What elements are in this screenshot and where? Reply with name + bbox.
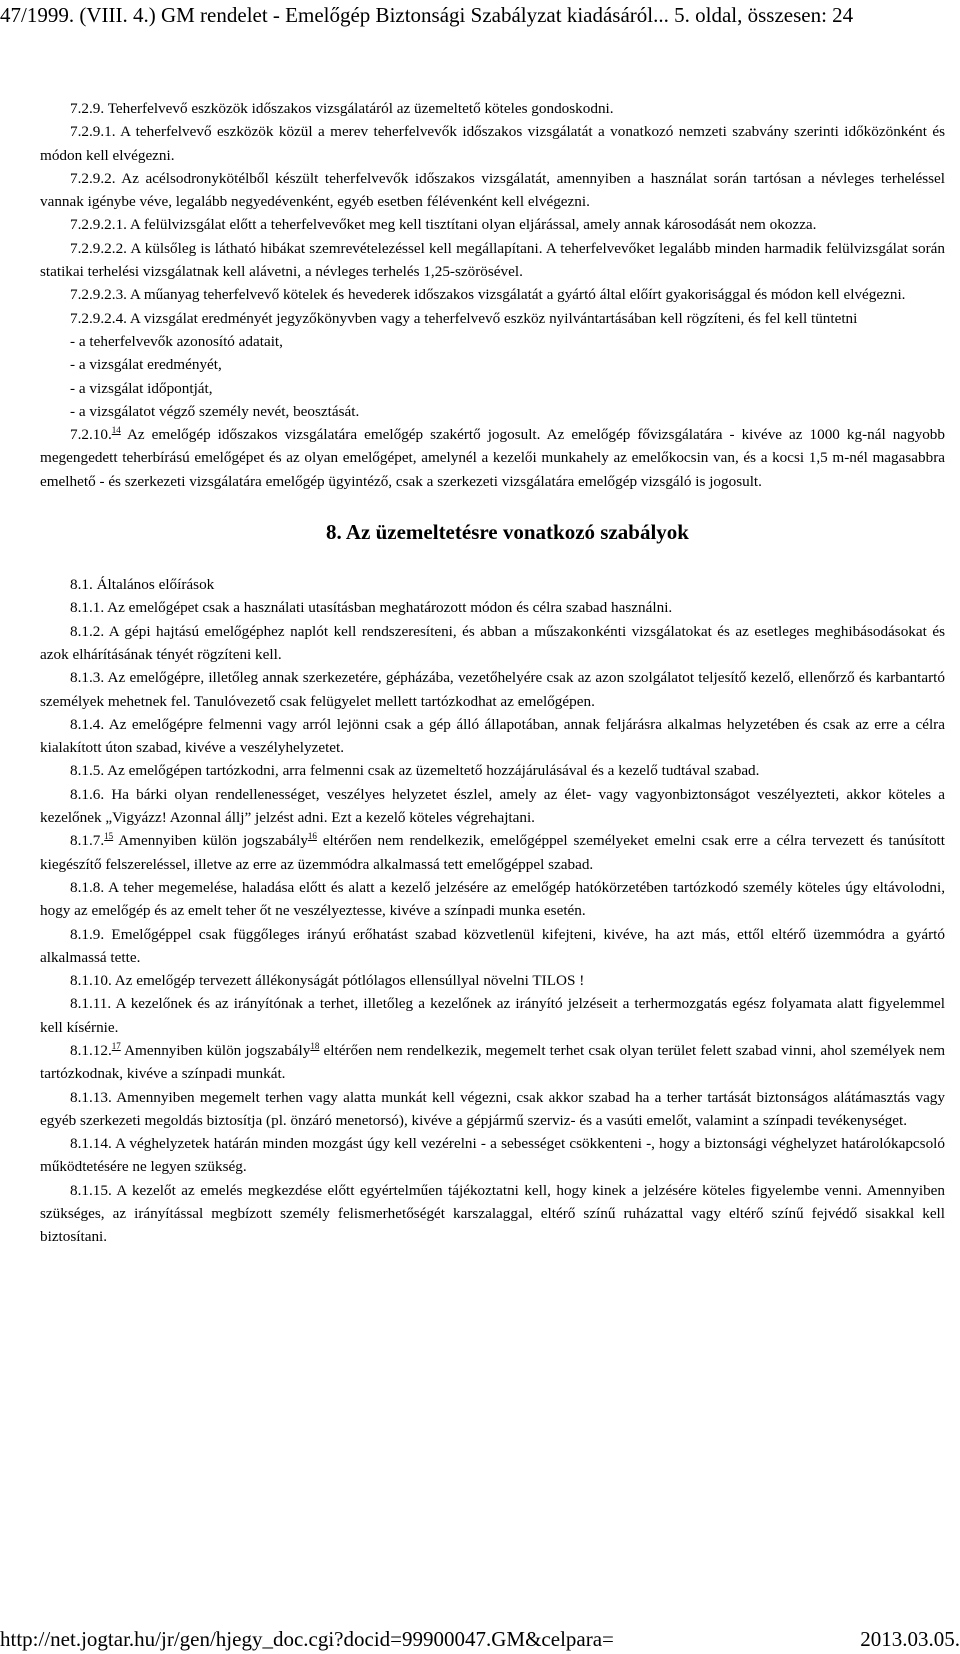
footnote-link-16[interactable]: 16 <box>307 831 317 842</box>
print-date: 2013.03.05. <box>860 1627 960 1651</box>
recorded-items-list <box>40 330 945 423</box>
paragraph-7-2-9-2: 7.2.9.2. Az acélsodronykötélből készült teherfelvevők időszakos vizsgálatát, amennyiben a használat során tartósan a névleges terheléssel vannak igénybe véve, legalább negyedévenként, egyéb esetben félévenként kell elvégezni. <box>40 169 945 211</box>
paragraph-text: Amennyiben külön jogszabály <box>118 832 308 850</box>
paragraph-8-1-13: 8.1.13. Amennyiben megemelt terhen vagy alatta munkát kell végezni, csak akkor szabad ha a terher tartását biztonságos alátámasztás vagy egyéb szerkezeti megoldás biztosítja (pl. önzáró menetorsó), kivéve a gépjármű szerviz- és a vasúti emelőt, valamint a színpadi tevékenységet. <box>40 1088 945 1129</box>
footnote-link-17[interactable]: 17 <box>111 1040 121 1051</box>
paragraph-8-1-7 <box>40 829 945 876</box>
paragraph-8-1-10: 8.1.10. Az emelőgép tervezett állékonyságát pótlólagos ellensúllyal növelni TILOS ! <box>70 972 585 990</box>
list-item: - a teherfelvevők azonosító adatait, <box>70 332 283 350</box>
paragraph-text: eltérően nem rendelkezik, emelőgéppel személyeket emelni csak erre a célra tervezett és tanúsított kiegészítő felszereléssel, illetve az erre az üzemmódra alkalmassá tett emelőgéppel szabad. <box>40 832 945 873</box>
list-item: - a vizsgálatot végző személy nevét, beosztását. <box>70 402 360 420</box>
paragraph-8-1-14: 8.1.14. A véghelyzetek határán minden mozgást úgy kell vezérelni - a sebességet csökkenteni -, hogy a biztonsági véghelyzet határolókapcsoló működtetésére ne legyen szükség. <box>40 1135 945 1176</box>
paragraph-7-2-9-2-2: 7.2.9.2.2. A külsőleg is látható hibákat szemrevételezéssel kell megállapítani. A teherfelvevőket legalább minden harmadik felülvizsgálat során statikai terhelési vizsgálatnak kell alávetni, a névleges terhelés 1,25-szörösével. <box>40 239 945 281</box>
document-body <box>40 97 945 1249</box>
paragraph-8-1-8: 8.1.8. A teher megemelése, haladása előtt és alatt a kezelő jelzésére az emelőgép hatókörzetében tartózkodó személy köteles úgy eltávolodni, hogy az emelőgép és az emelt teher őt ne veszélyeztesse, kivéve a színpadi munka esetén. <box>40 878 945 920</box>
paragraph-8-1-6: 8.1.6. Ha bárki olyan rendellenességet, veszélyes helyzetet észlel, amely az élet- vagy vagyonbiztonságot veszélyezteti, akkor köteles a kezelőnek „Vigyázz! Azonnal állj” jelzést adni. Ezt a kezelő köteles végrehajtani. <box>40 785 945 827</box>
paragraph-8-1-4: 8.1.4. Az emelőgépre felmenni vagy arról lejönni csak a gép álló állapotában, annak feljárásra alkalmas helyzetében és csak az erre a célra kialakított úton szabad, kivéve a veszélyhelyzetet. <box>40 715 945 757</box>
section-number: 8.1.7. <box>70 832 105 850</box>
section-number: 7.2.10. <box>70 426 112 444</box>
paragraph-8-1-15: 8.1.15. A kezelőt az emelés megkezdése előtt egyértelműen tájékoztatni kell, hogy kinek a jelzésére köteles figyelembe venni. Amennyiben szükséges, az irányítással megbízott személy felismerhetőségét karszalaggal, eltérő színű ruházattal vagy eltérő színű fejvédő sisakkal kell biztosítani. <box>40 1181 945 1246</box>
paragraph-8-1-11: 8.1.11. A kezelőnek és az irányítónak a terhet, illetőleg a kezelőnek az irányító jelzéseit a terhermozgatás egész folyamata alatt figyelemmel kell kísérnie. <box>40 995 945 1036</box>
list-item: - a vizsgálat eredményét, <box>70 356 222 374</box>
paragraph-8-1-3: 8.1.3. Az emelőgépre, illetőleg annak szerkezetére, gépházába, vezetőhelyére csak az azon szolgálatot teljesítő kezelő, ellenőrző és karbantartó személyek mehetnek fel. Tanulóvezető csak felügyelet mellett tartózkodhat az emelőgépen. <box>40 669 945 710</box>
footnote-link-14[interactable]: 14 <box>111 425 121 436</box>
paragraph-8-1-12 <box>40 1039 945 1086</box>
footnote-link-18[interactable]: 18 <box>310 1040 320 1051</box>
subheading-8-1: 8.1. Általános előírások <box>70 576 215 594</box>
paragraph-7-2-10 <box>40 423 945 493</box>
paragraph-7-2-9-2-4: 7.2.9.2.4. A vizsgálat eredményét jegyzőkönyvben vagy a teherfelvevő eszköz nyilvántartásában kell rögzíteni, és fel kell tüntetni <box>70 309 858 327</box>
paragraph-text: Amennyiben külön jogszabály <box>124 1041 311 1059</box>
paragraph-text: eltérően nem rendelkezik, megemelt terhet csak olyan terület felett szabad vinni, ahol személyek nem tartózkodnak, kivéve a színpadi munkát. <box>40 1041 946 1083</box>
paragraph-8-1-2: 8.1.2. A gépi hajtású emelőgéphez naplót kell rendszeresíteni, és abban a műszakonkénti vizsgálatokat és az esetleges meghibásodásokat és azok elhárításának tényét rögzíteni kell. <box>40 622 945 663</box>
section-heading-8: 8. Az üzemeltetésre vonatkozó szabályok <box>326 520 689 545</box>
paragraph-8-1-5: 8.1.5. Az emelőgépen tartózkodni, arra felmenni csak az üzemeltető hozzájárulásával és a kezelő tudtával szabad. <box>70 762 760 780</box>
page-footer <box>0 1624 960 1654</box>
page-header: 47/1999. (VIII. 4.) GM rendelet - Emelőgép Biztonsági Szabályzat kiadásáról... 5. oldal, összesen: 24 <box>0 3 854 27</box>
footnote-link-15[interactable]: 15 <box>104 831 114 842</box>
paragraph-8-1-1: 8.1.1. Az emelőgépet csak a használati utasításban meghatározott módon és célra szabad használni. <box>70 599 673 617</box>
paragraph-8-1-9: 8.1.9. Emelőgéppel csak függőleges irányú erőhatást szabad közvetlenül kifejteni, kivéve, ha azt más, ettől eltérő üzemmódra a gyártó alkalmassá tette. <box>40 925 945 966</box>
paragraph-7-2-9-2-3: 7.2.9.2.3. A műanyag teherfelvevő kötelek és hevederek időszakos vizsgálatát a gyártó által előírt gyakorisággal és módon kell elvégezni. <box>70 286 906 304</box>
paragraph-7-2-9-2-1: 7.2.9.2.1. A felülvizsgálat előtt a teherfelvevőket meg kell tisztítani olyan eljárással, amely annak károsodását nem okozza. <box>70 216 817 234</box>
section-number: 8.1.12. <box>70 1041 112 1059</box>
list-item: - a vizsgálat időpontját, <box>70 379 213 397</box>
paragraph-text: Az emelőgép időszakos vizsgálatára emelőgép szakértő jogosult. Az emelőgép fővizsgálatára - kivéve az 1000 kg-nál nagyobb megengedett teherbírású emelőgépet és az olyan emelőgépet, amelynél a kezelői munkahely az emelőkocsin van, és a kocsi 1,5 m-nél magasabbra emelhető - és szerkezeti vizsgálatára emelőgép ügyintéző, csak a szerkezeti vizsgálatára emelőgép vizsgáló is jogosult. <box>40 426 945 490</box>
source-url[interactable]: http://net.jogtar.hu/jr/gen/hjegy_doc.cgi?docid=99900047.GM&celpara= <box>0 1627 614 1651</box>
paragraph-7-2-9-1: 7.2.9.1. A teherfelvevő eszközök közül a merev teherfelvevők időszakos vizsgálatát a vonatkozó nemzeti szabvány szerinti időközönként és módon kell elvégezni. <box>40 123 945 164</box>
paragraph-7-2-9: 7.2.9. Teherfelvevő eszközök időszakos vizsgálatáról az üzemeltető köteles gondoskodni. <box>70 100 614 117</box>
